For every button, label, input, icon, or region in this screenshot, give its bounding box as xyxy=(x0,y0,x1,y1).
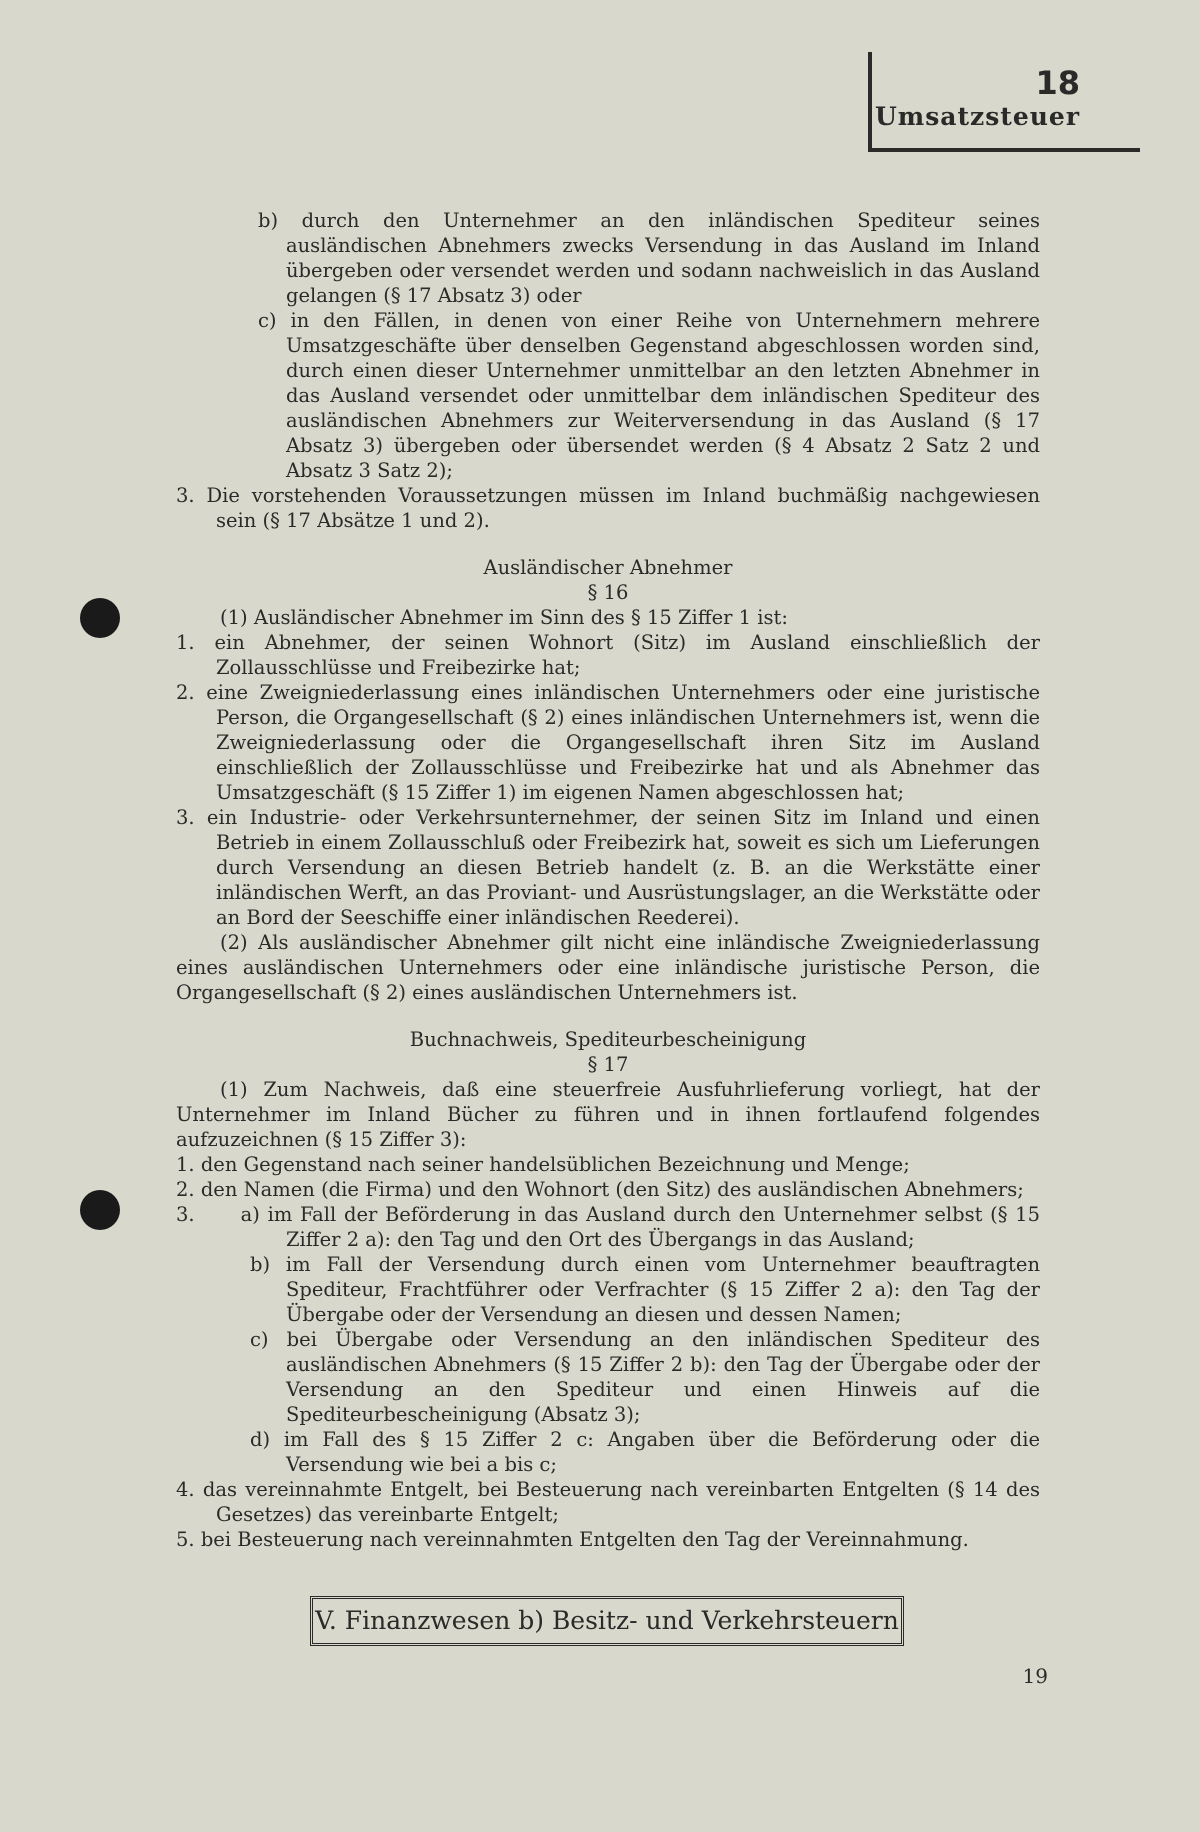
list-item: 2. eine Zweigniederlassung eines inländischen Unternehmers oder eine juristische Person, die Organgesellschaft (§ 2) eines inländischen Unternehmers ist, wenn die Zweigniederlassung oder die Organgesellschaft ihren Sitz im Ausland einschließlich der Zollausschlüsse und Freibezirke hat und als Abnehmer das Umsatzgeschäft (§ 15 Ziffer 1) im eigenen Namen abgeschlossen hat; xyxy=(176,681,1041,804)
paragraph: (2) Als ausländischer Abnehmer gilt nicht eine inländische Zweigniederlassung eines ausländischen Unternehmers oder eine inländische juristische Person, die Organgesellschaft (§ 2) eines ausländischen Unternehmers ist. xyxy=(176,931,1040,1004)
header-box xyxy=(868,52,1140,152)
punch-hole xyxy=(80,1190,120,1230)
list-item: 2. den Namen (die Firma) und den Wohnort (den Sitz) des ausländischen Abnehmers; xyxy=(176,1178,1024,1201)
section-number: § 17 xyxy=(587,1053,629,1076)
list-item: 3. Die vorstehenden Voraussetzungen müssen im Inland buchmäßig nachgewiesen sein (§ 17 Absätze 1 und 2). xyxy=(176,484,1040,532)
list-item: 3. ein Industrie- oder Verkehrsunternehmer, der seinen Sitz im Inland und einen Betrieb in einem Zollausschluß oder Freibezirk hat, soweit es sich um Lieferungen durch Versendung an diesen Betrieb handelt (z. B. an die Werkstätte einer inländischen Werft, an das Proviant- und Ausrüstungslager, an die Werkstätte oder an Bord der Seeschiffe einer inländischen Reederei). xyxy=(176,806,1040,929)
list-item: 3. a) im Fall der Beförderung in das Ausland durch den Unternehmer selbst (§ 15 Ziffer 2 a): den Tag und den Ort des Übergangs in das Ausland; xyxy=(176,1203,1040,1251)
list-item: b) durch den Unternehmer an den inländischen Spediteur seines ausländischen Abnehmers zwecks Versendung in das Ausland im Inland übergeben oder versendet werden und sodann nachweislich in das Ausland gelangen (§ 17 Absatz 3) oder xyxy=(258,209,1040,307)
list-item: 4. das vereinnahmte Entgelt, bei Besteuerung nach vereinbarten Entgelten (§ 14 des Gesetzes) das vereinbarte Entgelt; xyxy=(176,1478,1040,1526)
section-heading: Ausländischer Abnehmer xyxy=(483,556,733,579)
list-item: c) in den Fällen, in denen von einer Reihe von Unternehmern mehrere Umsatzgeschäfte über denselben Gegenstand abgeschlossen worden sind, durch einen dieser Unternehmer unmittelbar an den letzten Abnehmer in das Ausland versendet oder unmittelbar dem inländischen Spediteur des ausländischen Abnehmers zur Weiterversendung in das Ausland (§ 17 Absatz 3) übergeben oder übersendet werden (§ 4 Absatz 2 Satz 2 und Absatz 3 Satz 2); xyxy=(258,309,1040,482)
list-item: b) im Fall der Versendung durch einen vom Unternehmer beauftragten Spediteur, Frachtführer oder Verfrachter (§ 15 Ziffer 2 a): den Tag der Übergabe oder der Versendung an diesen und dessen Namen; xyxy=(250,1253,1040,1326)
punch-hole xyxy=(80,598,120,638)
folio-number: 19 xyxy=(1022,1664,1048,1688)
paragraph: (1) Zum Nachweis, daß eine steuerfreie Ausfuhrlieferung vorliegt, hat der Unternehmer im Inland Bücher zu führen und in ihnen fortlaufend folgendes aufzuzeichnen (§ 15 Ziffer 3): xyxy=(176,1078,1040,1151)
list-item: 1. ein Abnehmer, der seinen Wohnort (Sitz) im Ausland einschließlich der Zollausschlüsse und Freibezirke hat; xyxy=(176,631,1041,679)
list-item: 5. bei Besteuerung nach vereinnahmten Entgelten den Tag der Vereinnahmung. xyxy=(176,1528,969,1551)
paragraph: (1) Ausländischer Abnehmer im Sinn des § 15 Ziffer 1 ist: xyxy=(220,606,788,629)
page-number: 18 xyxy=(1035,64,1080,102)
section-heading: Buchnachweis, Spediteurbescheinigung xyxy=(409,1028,807,1051)
document-body xyxy=(176,208,1040,1552)
list-item: 1. den Gegenstand nach seiner handelsüblichen Bezeichnung und Menge; xyxy=(176,1153,910,1176)
section-number: § 16 xyxy=(587,581,629,604)
list-item: c) bei Übergabe oder Versendung an den inländischen Spediteur des ausländischen Abnehmers (§ 15 Ziffer 2 b): den Tag der Übergabe oder der Versendung an den Spediteur und einen Hinweis auf die Spediteurbescheinigung (Absatz 3); xyxy=(250,1328,1041,1426)
list-item: d) im Fall des § 15 Ziffer 2 c: Angaben über die Beförderung oder die Versendung wie bei a bis c; xyxy=(250,1428,1040,1476)
header-title: Umsatzsteuer xyxy=(874,102,1080,131)
footer-box: V. Finanzwesen b) Besitz- und Verkehrsteuern xyxy=(310,1596,904,1646)
